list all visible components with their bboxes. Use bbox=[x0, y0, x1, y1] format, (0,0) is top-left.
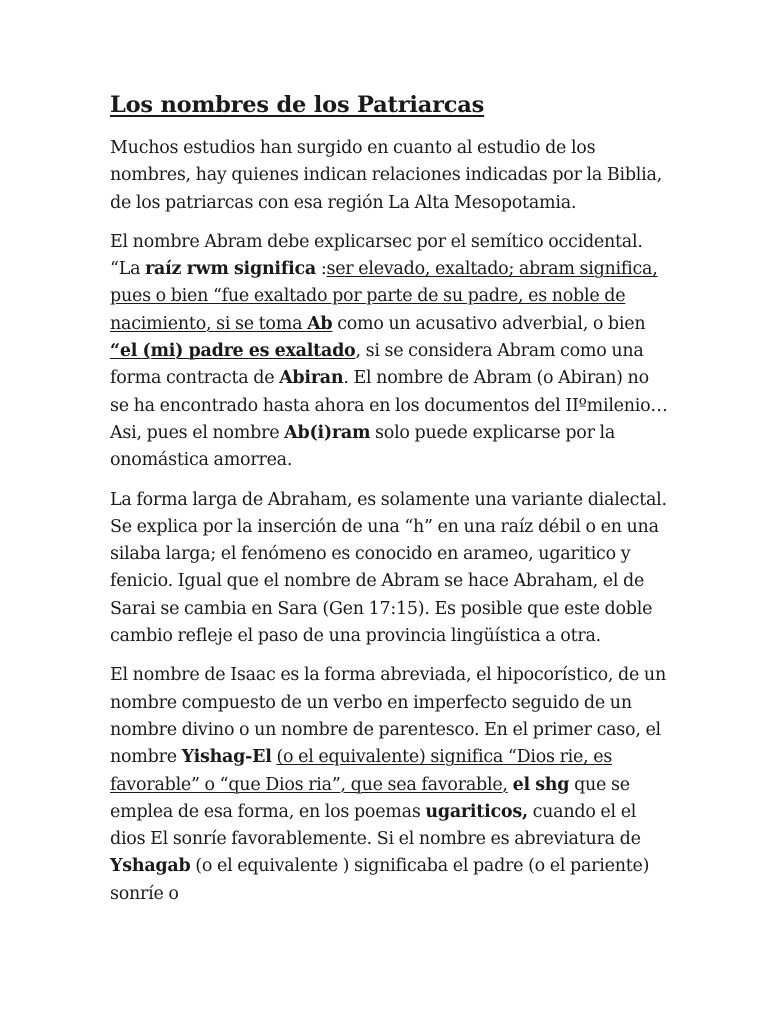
paragraph-1: Muchos estudios han surgido en cuanto al estudio de los nombres, hay quienes indican relaciones indicadas por la Biblia, de los patriarcas con esa región La Alta Mesopotamia. bbox=[110, 138, 662, 213]
text-run: que se emplea de esa forma, en los poemas bbox=[110, 774, 630, 822]
bold-term-abiran: Abiran bbox=[279, 368, 344, 389]
text-run: cuando el el dios El sonríe favorablemente. Si el nombre es abreviatura de bbox=[110, 801, 641, 850]
text-run: El nombre de Isaac es la forma abreviada, el hipocorístico, de un nombre compuesto de un verbo en imperfecto seguido de un nombre divino o un nombre de parentesco. En el primer caso, el nombre bbox=[110, 665, 666, 768]
text-run: (o el equivalente ) significaba el padre (o el pariente) sonríe o bbox=[110, 856, 650, 904]
text-run: . El nombre de Abram (o Abiran) no se ha encontrado hasta ahora en los documentos del IIºmilenio…Asi, pues el nombre bbox=[110, 368, 668, 443]
bold-term-ugariticos: ugariticos, bbox=[425, 801, 528, 822]
bold-quote-padre: “el (mi) padre es exaltado bbox=[110, 341, 356, 362]
underlined-meaning: (o el equivalente) significa “Dios rie, es favorable” o “que Dios ria”, que sea favorable, bbox=[110, 747, 613, 795]
paragraph-2 bbox=[110, 229, 670, 475]
bold-term-raiz: raíz rwm significa bbox=[145, 259, 316, 280]
bold-term-abiram: Ab(i)ram bbox=[284, 422, 371, 443]
bold-term-ab: Ab bbox=[307, 313, 333, 334]
bold-term-shg: el shg bbox=[512, 774, 570, 795]
bold-term-yshagab: Yshagab bbox=[110, 856, 191, 877]
document-page bbox=[110, 88, 670, 920]
text-run: como un acusativo adverbial, o bien bbox=[332, 313, 646, 334]
page-title: Los nombres de los Patriarcas bbox=[110, 92, 485, 118]
paragraph-3: La forma larga de Abraham, es solamente una variante dialectal. Se explica por la inserción de una “h” en una raíz débil o en una silaba larga; el fenómeno es conocido en arameo, ugaritico y fenicio. Igual que el nombre de Abram se hace Abraham, el de Sarai se cambia en Sara (Gen 17:15). Es posible que este doble cambio refleje el paso de una provincia lingüística a otra. bbox=[110, 489, 667, 647]
text-run: : bbox=[316, 259, 327, 280]
paragraph-4 bbox=[110, 662, 670, 908]
bold-term-yishag-el: Yishag-El bbox=[181, 747, 272, 768]
text-run: , si se considera Abram como una forma contracta de bbox=[110, 341, 644, 389]
text-run: solo puede explicarse por la onomástica amorrea. bbox=[110, 422, 616, 471]
underlined-meaning: ser elevado, exaltado; abram significa, pues o bien “fue exaltado por parte de su padre, es noble de nacimiento, si se toma bbox=[110, 259, 658, 334]
text-run: El nombre Abram debe explicarsec por el semítico occidental. “La bbox=[110, 231, 643, 280]
